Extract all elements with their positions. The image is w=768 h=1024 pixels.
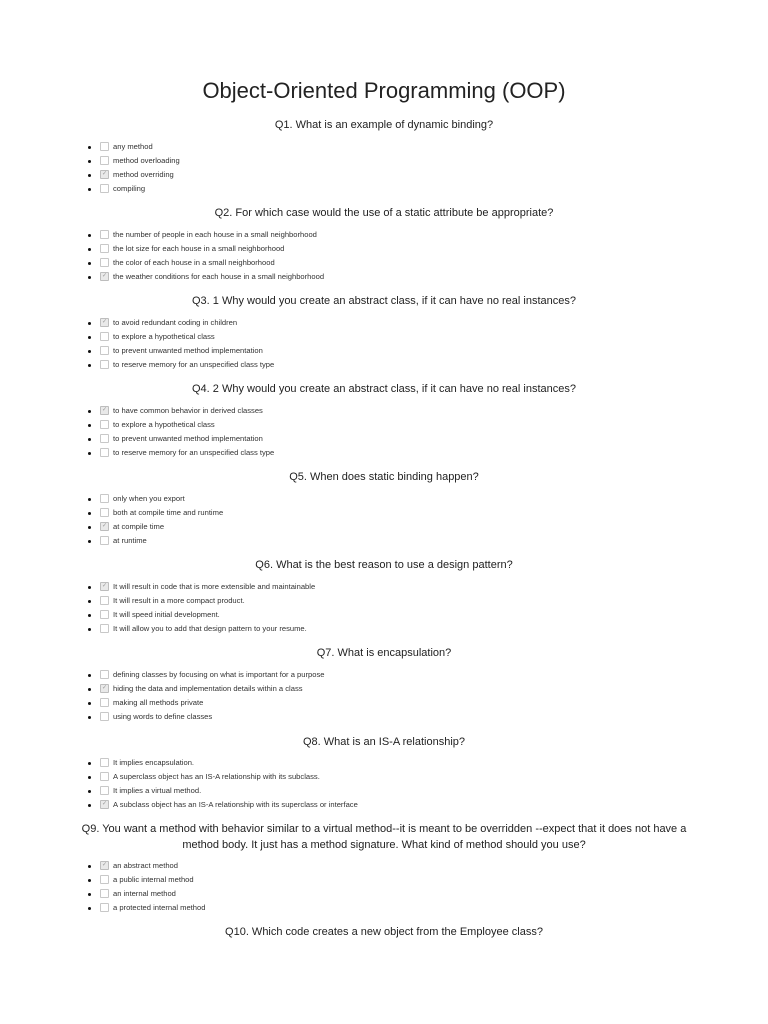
question-text: Q4. 2 Why would you create an abstract class, if it can have no real instances?: [192, 383, 576, 395]
option-label: hiding the data and implementation details within a class: [113, 684, 303, 693]
option-label: at compile time: [113, 522, 165, 531]
option-label: It will result in a more compact product.: [113, 596, 245, 605]
question-text: Q2. For which case would the use of a static attribute be appropriate?: [214, 207, 554, 219]
bullet-icon: [88, 614, 91, 617]
checkbox[interactable]: [100, 624, 109, 633]
option-label: to explore a hypothetical class: [113, 420, 215, 429]
answer-option[interactable]: [0, 242, 324, 256]
bullet-icon: [88, 248, 91, 251]
bullet-icon: [88, 540, 91, 543]
answer-option[interactable]: [0, 358, 274, 372]
checkbox[interactable]: [100, 536, 109, 545]
option-label: using words to define classes: [113, 712, 213, 721]
question-text: Q9. You want a method with behavior similar to a virtual method--it is meant to be overridden --expect that it does not have a method body. It just has a method signature. What kind of method should you use?: [81, 823, 687, 851]
answer-option[interactable]: [0, 873, 205, 887]
option-label: A superclass object has an IS-A relationship with its subclass.: [113, 772, 320, 781]
option-list: [0, 668, 324, 724]
checkbox[interactable]: [100, 758, 109, 767]
checkbox-checked[interactable]: ✓: [101, 685, 108, 691]
bullet-icon: [88, 410, 91, 413]
option-label: any method: [113, 142, 153, 151]
checkbox[interactable]: [100, 698, 109, 707]
answer-option[interactable]: [0, 710, 324, 724]
checkbox[interactable]: [100, 156, 109, 165]
option-label: compiling: [113, 184, 146, 193]
answer-option[interactable]: [0, 770, 358, 784]
option-label: It implies encapsulation.: [113, 758, 195, 767]
bullet-icon: [88, 586, 91, 589]
bullet-icon: [88, 776, 91, 779]
option-label: to prevent unwanted method implementation: [113, 434, 263, 443]
checkbox[interactable]: [100, 494, 109, 503]
answer-option[interactable]: [0, 182, 180, 196]
option-list: [0, 859, 205, 915]
option-list: [0, 140, 180, 196]
checkbox[interactable]: [100, 332, 109, 341]
option-label: making all methods private: [113, 698, 204, 707]
bullet-icon: [88, 526, 91, 529]
answer-option[interactable]: [0, 154, 180, 168]
bullet-icon: [88, 628, 91, 631]
option-label: the lot size for each house in a small neighborhood: [113, 244, 285, 253]
checkbox-checked[interactable]: ✓: [101, 171, 108, 177]
checkbox-checked[interactable]: ✓: [101, 583, 108, 589]
option-label: It will result in code that is more extensible and maintainable: [113, 582, 316, 591]
option-label: A subclass object has an IS-A relationship with its superclass or interface: [113, 800, 358, 809]
checkbox[interactable]: [100, 508, 109, 517]
bullet-icon: [88, 716, 91, 719]
option-label: It will speed initial development.: [113, 610, 220, 619]
checkbox[interactable]: [100, 420, 109, 429]
bullet-icon: [88, 174, 91, 177]
question-text: Q1. What is an example of dynamic binding?: [274, 119, 494, 131]
bullet-icon: [88, 688, 91, 691]
answer-option[interactable]: [0, 901, 205, 915]
option-label: only when you export: [113, 494, 185, 503]
option-label: defining classes by focusing on what is important for a purpose: [113, 670, 325, 679]
answer-option[interactable]: [0, 446, 274, 460]
checkbox[interactable]: [100, 230, 109, 239]
option-label: to reserve memory for an unspecified class type: [113, 448, 275, 457]
answer-option[interactable]: [0, 622, 315, 636]
answer-option[interactable]: [0, 580, 315, 594]
answer-option[interactable]: [0, 887, 205, 901]
bullet-icon: [88, 907, 91, 910]
checkbox[interactable]: [100, 670, 109, 679]
bullet-icon: [88, 762, 91, 765]
answer-option[interactable]: [0, 418, 274, 432]
bullet-icon: [88, 276, 91, 279]
answer-option[interactable]: [0, 404, 274, 418]
answer-option[interactable]: [0, 784, 358, 798]
bullet-icon: [88, 424, 91, 427]
option-label: to have common behavior in derived classes: [113, 406, 263, 415]
option-label: an abstract method: [113, 861, 179, 870]
bullet-icon: [88, 893, 91, 896]
option-label: the weather conditions for each house in a small neighborhood: [113, 272, 325, 281]
answer-option[interactable]: [0, 859, 205, 873]
bullet-icon: [88, 674, 91, 677]
answer-option[interactable]: [0, 798, 358, 812]
bullet-icon: [88, 160, 91, 163]
bullet-icon: [88, 188, 91, 191]
option-list: [0, 228, 324, 284]
answer-option[interactable]: [0, 696, 324, 710]
option-label: an internal method: [113, 889, 176, 898]
checkbox[interactable]: [100, 244, 109, 253]
answer-option[interactable]: [0, 316, 274, 330]
bullet-icon: [88, 350, 91, 353]
checkbox[interactable]: [100, 346, 109, 355]
question-text: Q3. 1 Why would you create an abstract class, if it can have no real instances?: [192, 295, 576, 307]
answer-option[interactable]: [0, 492, 223, 506]
option-label: both at compile time and runtime: [113, 508, 224, 517]
option-list: [0, 316, 274, 372]
checkbox[interactable]: [100, 786, 109, 795]
option-label: method overloading: [113, 156, 180, 165]
bullet-icon: [88, 336, 91, 339]
option-list: [0, 756, 358, 812]
option-label: It implies a virtual method.: [113, 786, 202, 795]
bullet-icon: [88, 865, 91, 868]
page-title: Object-Oriented Programming (OOP): [202, 78, 566, 103]
answer-option[interactable]: [0, 330, 274, 344]
bullet-icon: [88, 498, 91, 501]
answer-option[interactable]: [0, 506, 223, 520]
question-text: Q7. What is encapsulation?: [316, 647, 452, 659]
option-list: [0, 492, 223, 548]
option-label: to prevent unwanted method implementation: [113, 346, 263, 355]
checkbox[interactable]: [100, 184, 109, 193]
bullet-icon: [88, 702, 91, 705]
answer-option[interactable]: [0, 608, 315, 622]
option-label: a public internal method: [113, 875, 194, 884]
option-label: a protected internal method: [113, 903, 206, 912]
answer-option[interactable]: [0, 432, 274, 446]
option-label: to avoid redundant coding in children: [113, 318, 238, 327]
checkbox[interactable]: [100, 142, 109, 151]
bullet-icon: [88, 452, 91, 455]
option-label: at runtime: [113, 536, 147, 545]
bullet-icon: [88, 512, 91, 515]
checkbox-checked[interactable]: ✓: [101, 319, 108, 325]
bullet-icon: [88, 438, 91, 441]
option-list: [0, 580, 315, 636]
bullet-icon: [88, 262, 91, 265]
answer-option[interactable]: [0, 756, 358, 770]
checkbox-checked[interactable]: ✓: [101, 801, 108, 807]
answer-option[interactable]: [0, 228, 324, 242]
bullet-icon: [88, 600, 91, 603]
bullet-icon: [88, 234, 91, 237]
answer-option[interactable]: [0, 520, 223, 534]
option-label: the color of each house in a small neighborhood: [113, 258, 275, 267]
checkbox[interactable]: [100, 610, 109, 619]
checkbox[interactable]: [100, 596, 109, 605]
option-label: the number of people in each house in a small neighborhood: [113, 230, 317, 239]
checkbox[interactable]: [100, 712, 109, 721]
checkbox[interactable]: [100, 903, 109, 912]
question-text: Q5. When does static binding happen?: [289, 471, 479, 483]
answer-option[interactable]: [0, 594, 315, 608]
answer-option[interactable]: [0, 256, 324, 270]
answer-option[interactable]: [0, 682, 324, 696]
checkbox[interactable]: [100, 448, 109, 457]
question-text: Q8. What is an IS-A relationship?: [302, 736, 466, 748]
checkbox[interactable]: [100, 875, 109, 884]
checkbox[interactable]: [100, 434, 109, 443]
bullet-icon: [88, 322, 91, 325]
option-label: It will allow you to add that design pattern to your resume.: [113, 624, 307, 633]
answer-option[interactable]: [0, 140, 180, 154]
bullet-icon: [88, 364, 91, 367]
checkbox-checked[interactable]: ✓: [101, 407, 108, 413]
option-label: method overriding: [113, 170, 174, 179]
checkbox-checked[interactable]: ✓: [101, 523, 108, 529]
answer-option[interactable]: [0, 270, 324, 284]
answer-option[interactable]: [0, 168, 180, 182]
answer-option[interactable]: [0, 668, 324, 682]
answer-option[interactable]: [0, 344, 274, 358]
checkbox[interactable]: [100, 772, 109, 781]
checkbox[interactable]: [100, 258, 109, 267]
answer-option[interactable]: [0, 534, 223, 548]
bullet-icon: [88, 804, 91, 807]
checkbox[interactable]: [100, 889, 109, 898]
question-text: Q6. What is the best reason to use a design pattern?: [255, 559, 513, 571]
option-label: to reserve memory for an unspecified class type: [113, 360, 275, 369]
bullet-icon: [88, 146, 91, 149]
bullet-icon: [88, 790, 91, 793]
checkbox-checked[interactable]: ✓: [101, 862, 108, 868]
bullet-icon: [88, 879, 91, 882]
option-list: [0, 404, 274, 460]
question-text: Q10. Which code creates a new object from the Employee class?: [225, 926, 543, 938]
checkbox[interactable]: [100, 360, 109, 369]
option-label: to explore a hypothetical class: [113, 332, 215, 341]
checkbox-checked[interactable]: ✓: [101, 273, 108, 279]
